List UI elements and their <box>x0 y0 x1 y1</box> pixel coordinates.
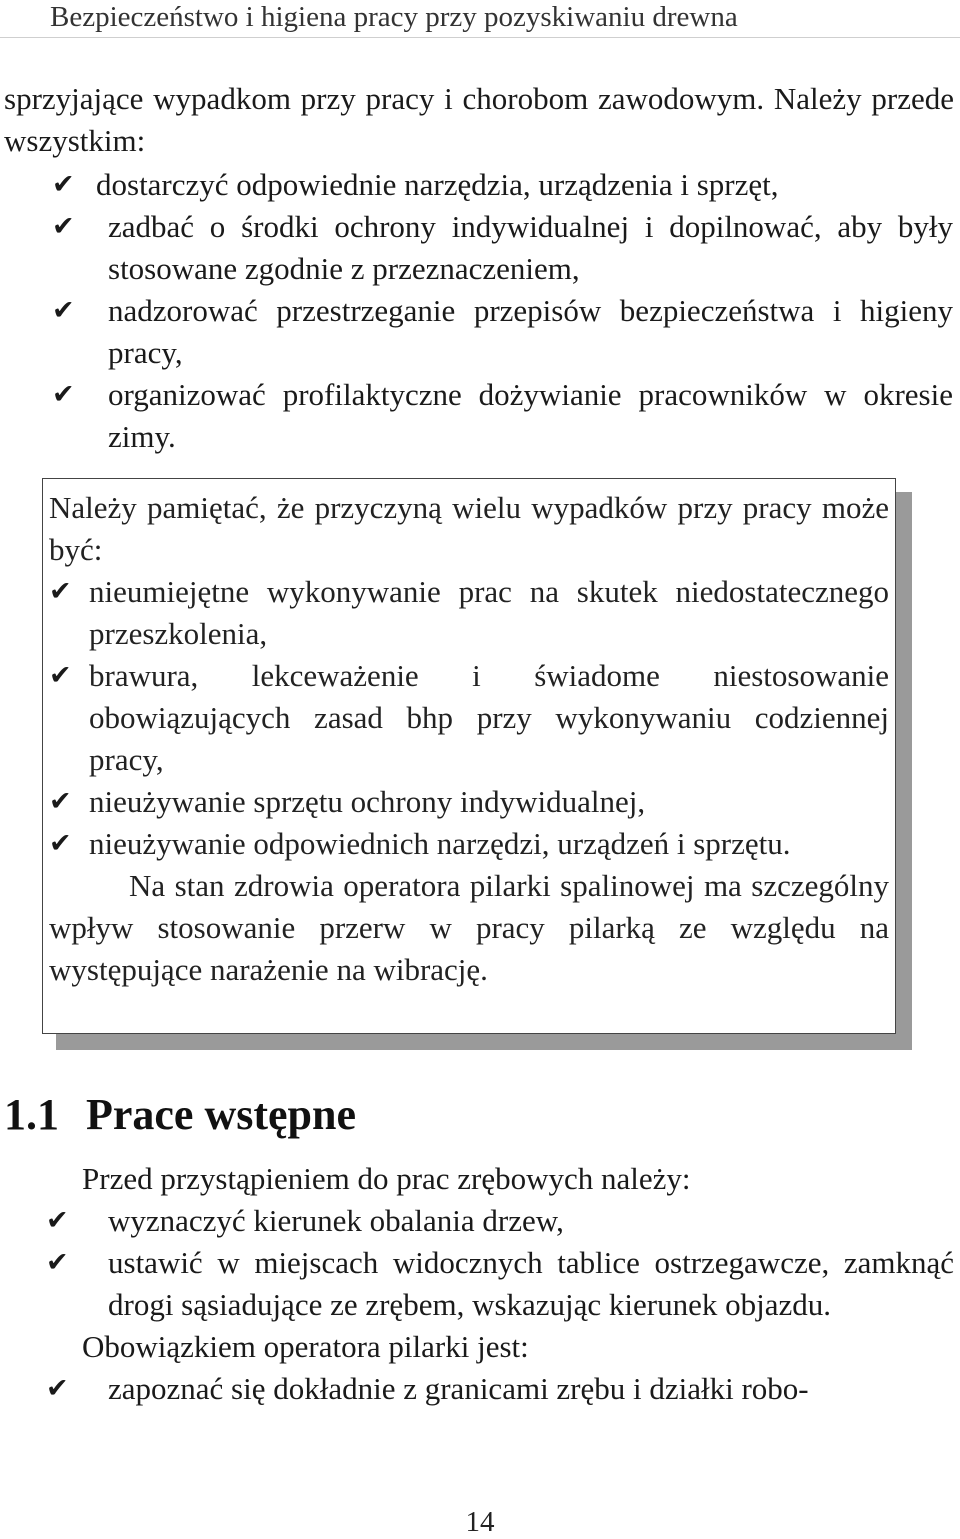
checkmark-icon: ✔ <box>52 295 75 326</box>
checkmark-icon: ✔ <box>49 576 72 607</box>
callout-closing: Na stan zdrowia operatora pilarki spalinowej ma szczególny wpływ stosowanie przerw w pracy pilarką ze względu na występujące narażenie na wibrację. <box>49 868 889 987</box>
list-item: ✔ nadzorować przestrzeganie przepisów bezpieczeństwa i higieny pracy, <box>108 290 953 374</box>
page-number: 14 <box>465 1506 495 1538</box>
checkmark-icon: ✔ <box>49 786 72 817</box>
list-item: ✔ zapoznać się dokładnie z granicami zrębu i działki robo- <box>82 1368 954 1410</box>
section-number: 1.1 <box>4 1090 59 1139</box>
list-item: ✔ nieumiejętne wykonywanie prac na skutek niedostatecznego przeszkolenia, <box>49 571 889 655</box>
intro-checklist <box>52 164 953 458</box>
list-item: ✔ nieużywanie sprzętu ochrony indywidualnej, <box>49 781 889 823</box>
running-header: Bezpieczeństwo i higiena pracy przy pozyskiwaniu drewna <box>50 1 738 33</box>
intro-paragraph: sprzyjające wypadkom przy pracy i chorobom zawodowym. Należy przede wszystkim: <box>4 81 954 158</box>
section-body <box>46 1158 954 1410</box>
list-item: ✔ ustawić w miejscach widocznych tablice ostrzegawcze, zamknąć drogi sąsiadujące ze zrębem, wskazując kierunek objazdu. <box>82 1242 954 1326</box>
checkmark-icon: ✔ <box>52 169 75 200</box>
checkmark-icon: ✔ <box>52 211 75 242</box>
checkmark-icon: ✔ <box>46 1247 69 1278</box>
checkmark-icon: ✔ <box>46 1373 69 1404</box>
callout-box <box>42 478 896 1034</box>
header-rule <box>0 37 960 38</box>
section-title: Prace wstępne <box>86 1090 357 1139</box>
list-item: ✔ nieużywanie odpowiednich narzędzi, urządzeń i sprzętu. <box>49 823 889 865</box>
checkmark-icon: ✔ <box>49 660 72 691</box>
list-item: ✔ wyznaczyć kierunek obalania drzew, <box>82 1200 954 1242</box>
list-item: ✔ organizować profilaktyczne dożywianie pracowników w okresie zimy. <box>108 374 953 458</box>
section-checklist <box>46 1200 954 1326</box>
checkmark-icon: ✔ <box>52 379 75 410</box>
section-lead-2: Obowiązkiem operatora pilarki jest: <box>82 1329 529 1364</box>
checkmark-icon: ✔ <box>49 828 72 859</box>
checkmark-icon: ✔ <box>46 1205 69 1236</box>
section-checklist-2 <box>46 1368 954 1410</box>
section-heading <box>4 1088 356 1142</box>
section-lead: Przed przystąpieniem do prac zrębowych należy: <box>82 1161 691 1196</box>
callout-checklist <box>49 571 889 865</box>
list-item: ✔ dostarczyć odpowiednie narzędzia, urządzenia i sprzęt, <box>108 164 953 206</box>
list-item: ✔ brawura, lekceważenie i świadome niestosowanie obowiązujących zasad bhp przy wykonywaniu codziennej pracy, <box>49 655 889 781</box>
list-item: ✔ zadbać o środki ochrony indywidualnej i dopilnować, aby były stosowane zgodnie z przeznaczeniem, <box>108 206 953 290</box>
callout-lead: Należy pamiętać, że przyczyną wielu wypadków przy pracy może być: <box>49 490 889 567</box>
